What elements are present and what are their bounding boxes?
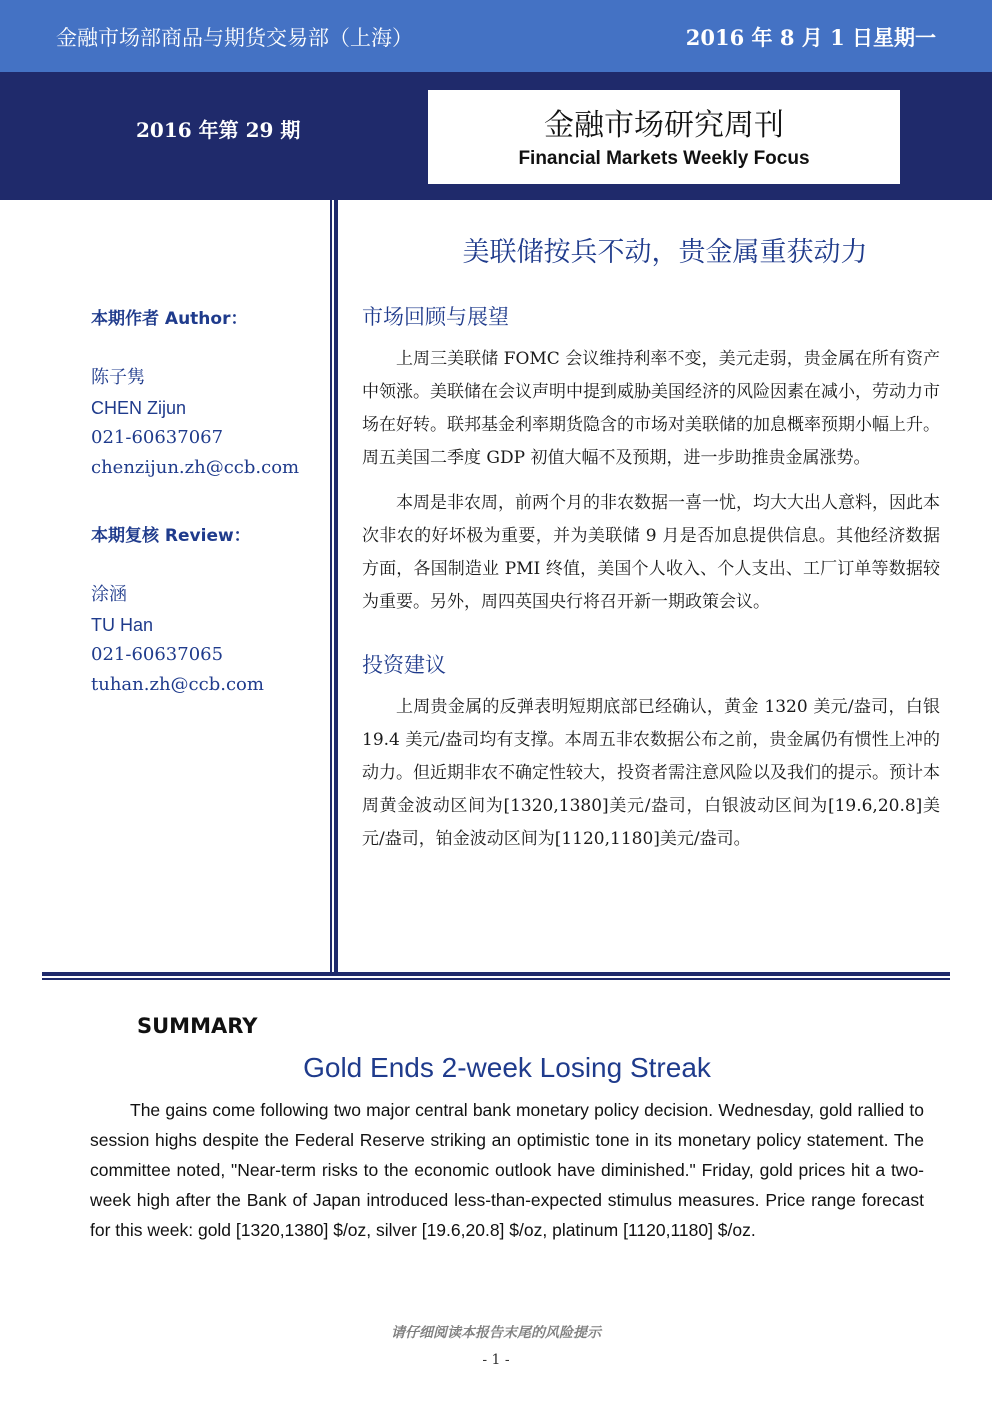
author-name-en: CHEN Zijun [91,398,187,418]
issue-number: 2016 年第 29 期 [136,118,301,142]
author-info [91,363,321,483]
page-number: - 1 - [482,1352,510,1368]
reviewer-email[interactable]: tuhan.zh@ccb.com [91,674,264,695]
summary-label: SUMMARY [137,1014,258,1038]
publication-title-en: Financial Markets Weekly Focus [518,148,810,169]
summary-body: The gains come following two major central bank monetary policy decision. Wednesday, gold rallied to session highs despite the Federal Reserve striking an optimistic tone in its monetary policy statement. The committee noted, "Near-term risks to the economic outlook have diminished." Friday, gold prices hit a two-week high after the Bank of Japan introduced less-than-expected stimulus measures. Price range forecast for this week: gold [1320,1380] $/oz, silver [19.6,20.8] $/oz, platinum [1120,1180] $/oz. [90,1100,924,1240]
main-article [362,230,940,856]
author-sidebar [91,304,321,700]
author-label: 本期作者 Author： [91,309,248,329]
paragraph: 本周是非农周，前两个月的非农数据一喜一忧，均大大出人意料，因此本次非农的好坏极为重要，并为美联储 9 月是否加息提供信息。其他经济数据方面，各国制造业 PMI 终值，美国个人收入、个人支出、工厂订单等数据较为重要。另外，周四英国央行将召开新一期政策会议。 [362,493,940,612]
publication-date: 2016 年 8 月 1 日星期一 [685,25,936,50]
reviewer-info [91,580,321,700]
reviewer-phone: 021-60637065 [91,644,224,665]
section-heading-investment-advice: 投资建议 [362,653,446,677]
reviewer-name-cn: 涂涵 [91,584,127,605]
author-email[interactable]: chenzijun.zh@ccb.com [91,457,300,478]
section-divider [42,972,950,980]
author-name-cn: 陈子隽 [91,367,145,388]
review-label: 本期复核 Review： [91,526,251,546]
summary-title: Gold Ends 2-week Losing Streak [303,1052,711,1083]
author-phone: 021-60637067 [91,427,224,448]
paragraph: 上周贵金属的反弹表明短期底部已经确认，黄金 1320 美元/盎司，白银 19.4 美元/盎司均有支撑。本周五非农数据公布之前，贵金属仍有惯性上冲的动力。但近期非农不确定性较大，投资者需注意风险以及我们的提示。预计本周黄金波动区间为[1320,1380]美元/盎司，白银波动区间为[19.6,20.8]美元/盎司，铂金波动区间为[1120,1180]美元/盎司。 [362,697,940,849]
paragraph: 上周三美联储 FOMC 会议维持利率不变，美元走弱，贵金属在所有资产中领涨。美联储在会议声明中提到威胁美国经济的风险因素在减小，劳动力市场在好转。联邦基金利率期货隐含的市场对美联储的加息概率预期小幅上升。周五美国二季度 GDP 初值大幅不及预期，进一步助推贵金属涨势。 [362,349,940,468]
masthead [0,72,992,200]
top-banner [0,0,992,72]
section-heading-market-review: 市场回顾与展望 [362,305,509,329]
department-name: 金融市场部商品与期货交易部（上海） [56,26,413,50]
risk-disclaimer-note: 请仔细阅读本报告末尾的风险提示 [391,1325,601,1341]
publication-title-cn: 金融市场研究周刊 [544,108,784,143]
reviewer-name-en: TU Han [91,615,154,635]
article-headline: 美联储按兵不动，贵金属重获动力 [462,237,868,268]
column-divider [330,200,338,974]
publication-title-box [428,90,900,184]
